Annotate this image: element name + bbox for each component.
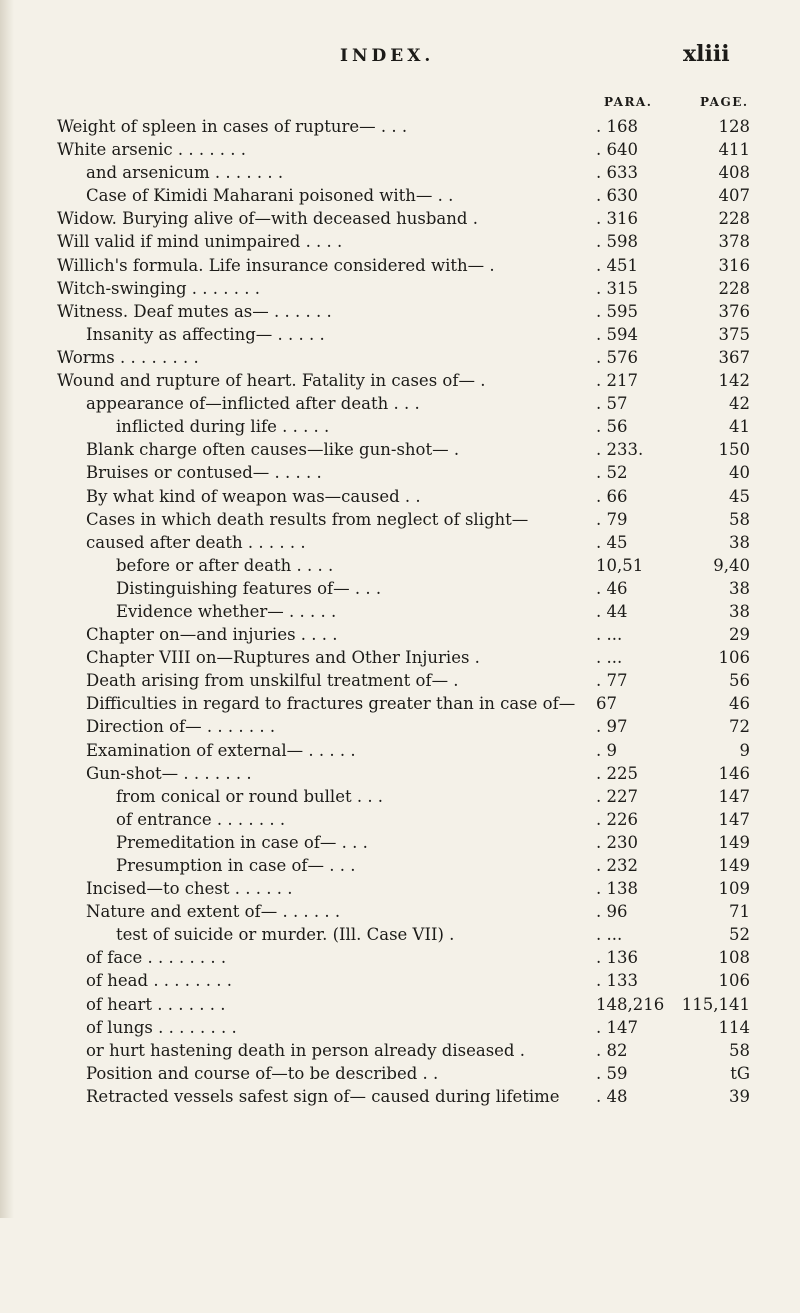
index-entry-para: . 82	[596, 1040, 628, 1060]
index-entry-para: . 640	[596, 140, 638, 160]
index-entry-para: . 9	[596, 740, 617, 760]
index-entry	[0, 577, 800, 600]
index-entry-para: . 48	[596, 1086, 628, 1106]
index-entry-para: . 232	[596, 856, 638, 875]
index-entry	[0, 831, 800, 854]
index-entry-page: 375	[718, 324, 750, 344]
index-entry-para: . ...	[596, 648, 623, 668]
index-entry	[0, 230, 800, 253]
index-entry	[0, 508, 800, 531]
index-entry	[0, 277, 800, 300]
index-entry-text: Will valid if mind unimpaired . . . .	[57, 232, 343, 252]
column-header-page: PAGE.	[700, 95, 749, 109]
index-entry-page: 41	[729, 417, 750, 437]
index-entry-page: 378	[718, 232, 750, 252]
index-entry	[0, 184, 800, 207]
index-entry-text: Willich's formula. Life insurance considered with— .	[57, 255, 495, 275]
index-entry	[0, 138, 800, 161]
index-entry-page: 38	[729, 578, 750, 598]
index-entry-para: . 233.	[596, 440, 644, 460]
index-entry-text: Witness. Deaf mutes as— . . . . . .	[57, 301, 332, 321]
index-entry-para: . 45	[596, 532, 628, 552]
index-entry-text: Widow. Burying alive of—with deceased husband .	[57, 209, 478, 229]
index-entry-page: 40	[729, 463, 750, 483]
running-header-page-number: xliii	[683, 41, 730, 67]
index-entry-para: . 630	[596, 186, 638, 206]
index-entry-page: 147	[718, 809, 750, 829]
index-entry-page: 39	[729, 1086, 750, 1106]
index-entry-page: 115,141	[681, 994, 750, 1014]
index-entry-text: Worms . . . . . . . .	[57, 347, 199, 367]
index-entry	[0, 485, 800, 508]
index-entry-para: . 595	[596, 301, 638, 321]
index-entry-text: Retracted vessels safest sign of— caused during lifetime	[86, 1086, 560, 1106]
index-entry	[0, 323, 800, 346]
index-entry-text: and arsenicum . . . . . . .	[86, 163, 284, 183]
index-entry-page: 150	[718, 440, 750, 460]
index-entry-para: . 96	[596, 902, 628, 922]
index-entry-text: Presumption in case of— . . .	[116, 856, 356, 875]
index-entry-text: Gun-shot— . . . . . . .	[86, 763, 252, 783]
index-entry-para: . 576	[596, 347, 638, 367]
index-entry-para: . 136	[596, 948, 638, 968]
index-entry	[0, 300, 800, 323]
index-entry-para: . 168	[596, 117, 638, 136]
index-entry-text: of heart . . . . . . .	[86, 994, 226, 1014]
index-entry-text: of head . . . . . . . .	[86, 971, 232, 991]
index-entry-para: . 230	[596, 832, 638, 852]
index-entry	[0, 1039, 800, 1062]
index-entry-text: Nature and extent of— . . . . . .	[86, 902, 341, 922]
index-entry	[0, 923, 800, 946]
index-entry	[0, 854, 800, 877]
index-entry-para: . 66	[596, 486, 628, 506]
running-header-title: INDEX.	[340, 46, 435, 66]
index-entry-text: Evidence whether— . . . . .	[116, 601, 337, 621]
index-entry	[0, 808, 800, 831]
index-entry	[0, 692, 800, 715]
index-entry-text: By what kind of weapon was—caused . .	[86, 486, 421, 506]
index-entry	[0, 461, 800, 484]
index-entry-para: . 44	[596, 601, 628, 621]
index-entry	[0, 392, 800, 415]
index-entry	[0, 369, 800, 392]
index-entry	[0, 646, 800, 669]
index-entry-para: . 79	[596, 509, 628, 529]
index-entry-page: 108	[718, 948, 750, 968]
index-entry	[0, 877, 800, 900]
index-entry-page: 228	[718, 209, 750, 229]
index-entry-para: . 594	[596, 324, 638, 344]
index-entry-para: . 217	[596, 371, 638, 391]
index-entry-text: Cases in which death results from neglect of slight—	[86, 509, 529, 529]
index-entry-page: 316	[718, 255, 750, 275]
index-entry-para: . 598	[596, 232, 638, 252]
index-entry-para: . 57	[596, 394, 628, 414]
index-entry-text: appearance of—inflicted after death . . .	[86, 394, 420, 414]
index-entry-text: of entrance . . . . . . .	[116, 809, 286, 829]
index-entry	[0, 531, 800, 554]
index-entry-page: 149	[718, 856, 750, 875]
index-entry-para: . 133	[596, 971, 638, 991]
index-entry-page: 109	[718, 879, 750, 899]
index-entry	[0, 969, 800, 992]
index-entry-page: 149	[718, 832, 750, 852]
index-entry-para: . 315	[596, 278, 638, 298]
index-entry-para: . 97	[596, 717, 628, 737]
index-entry-text: of lungs . . . . . . . .	[86, 1017, 237, 1037]
index-entry	[0, 762, 800, 785]
index-entry	[0, 1085, 800, 1108]
index-entry-para: . 52	[596, 463, 628, 483]
index-entry	[0, 669, 800, 692]
index-entry-text: Bruises or contused— . . . . .	[86, 463, 322, 483]
index-entry-page: 147	[718, 786, 750, 806]
index-entry	[0, 715, 800, 738]
index-entry-para: . 138	[596, 879, 638, 899]
index-entry-para: . 59	[596, 1063, 628, 1083]
index-entry	[0, 993, 800, 1016]
index-entry-page: 58	[729, 509, 750, 529]
index-entry-para: . 227	[596, 786, 638, 806]
index-entry-para: 10,51	[596, 555, 644, 575]
index-entry-para: . ...	[596, 625, 623, 645]
index-entry-page: 42	[729, 394, 750, 414]
index-entry	[0, 600, 800, 623]
index-entry-para: . 147	[596, 1017, 638, 1037]
index-entry-text: Distinguishing features of— . . .	[116, 578, 382, 598]
index-entry-page: 367	[718, 347, 750, 367]
index-entry-text: before or after death . . . .	[116, 555, 334, 575]
index-entry-para: . 77	[596, 671, 628, 691]
index-entry-page: 142	[718, 371, 750, 391]
index-entry-para: . 56	[596, 417, 628, 437]
index-entry-text: Chapter on—and injuries . . . .	[86, 625, 338, 645]
index-entry-page: 9,40	[713, 555, 750, 575]
index-entry-page: 407	[718, 186, 750, 206]
index-entry-text: Chapter VIII on—Ruptures and Other Injuries .	[86, 648, 480, 668]
index-entry-text: Weight of spleen in cases of rupture— . . .	[57, 117, 408, 136]
index-entry-page: 114	[718, 1017, 750, 1037]
index-entry-para: . 226	[596, 809, 638, 829]
index-entry-text: test of suicide or murder. (Ill. Case VII) .	[116, 925, 455, 945]
index-entry-text: Witch-swinging . . . . . . .	[57, 278, 260, 298]
index-entry	[0, 554, 800, 577]
index-entry-text: Examination of external— . . . . .	[86, 740, 356, 760]
index-entry-para: . 46	[596, 578, 628, 598]
index-entry-text: Blank charge often causes—like gun-shot— .	[86, 440, 460, 460]
index-entry	[0, 115, 800, 138]
index-entry-text: Premeditation in case of— . . .	[116, 832, 368, 852]
index-entry-text: Position and course of—to be described . .	[86, 1063, 439, 1083]
index-entry	[0, 785, 800, 808]
index-entry-text: Difficulties in regard to fractures greater than in case of—	[86, 694, 576, 714]
index-entry-page: 408	[718, 163, 750, 183]
index-entry-page: 45	[729, 486, 750, 506]
index-entry	[0, 739, 800, 762]
index-entry-text: White arsenic . . . . . . .	[57, 140, 247, 160]
index-entry	[0, 946, 800, 969]
index-entry-page: 46	[729, 694, 750, 714]
index-entry-text: Death arising from unskilful treatment of— .	[86, 671, 459, 691]
index-entry-page: 38	[729, 601, 750, 621]
index-entry-para: 67	[596, 694, 617, 714]
index-entry-text: of face . . . . . . . .	[86, 948, 227, 968]
index-entry-para: . 633	[596, 163, 638, 183]
index-entry-page: 376	[718, 301, 750, 321]
index-entry-para: 148,216	[596, 994, 665, 1014]
index-entry-page: tG	[730, 1063, 750, 1083]
index-entry-page: 58	[729, 1040, 750, 1060]
index-entry-page: 29	[729, 625, 750, 645]
index-entry	[0, 900, 800, 923]
column-header-para: PARA.	[604, 95, 653, 109]
index-entry-page: 106	[718, 971, 750, 991]
index-entry-text: Incised—to chest . . . . . .	[86, 879, 293, 899]
index-entry-para: . 316	[596, 209, 638, 229]
index-entry	[0, 1016, 800, 1039]
index-entry-page: 56	[729, 671, 750, 691]
index-entry	[0, 438, 800, 461]
index-entry-page: 411	[718, 140, 750, 160]
index-entry	[0, 623, 800, 646]
index-entry-text: Insanity as affecting— . . . . .	[86, 324, 325, 344]
index-entry-text: Case of Kimidi Maharani poisoned with— . .	[86, 186, 454, 206]
index-entry-text: Wound and rupture of heart. Fatality in cases of— .	[57, 371, 486, 391]
index-entry	[0, 346, 800, 369]
index-entry-page: 38	[729, 532, 750, 552]
index-entry	[0, 207, 800, 230]
index-entry-page: 106	[718, 648, 750, 668]
index-entry	[0, 254, 800, 277]
index-entry-page: 52	[729, 925, 750, 945]
index-entry	[0, 161, 800, 184]
index-entry-text: or hurt hastening death in person already diseased .	[86, 1040, 525, 1060]
index-entry-para: . 451	[596, 255, 638, 275]
index-entry	[0, 415, 800, 438]
index-entry-text: caused after death . . . . . .	[86, 532, 306, 552]
index-entry-text: inflicted during life . . . . .	[116, 417, 330, 437]
index-entry-text: Direction of— . . . . . . .	[86, 717, 276, 737]
index-entry-page: 146	[718, 763, 750, 783]
index-entry-para: . ...	[596, 925, 623, 945]
index-entry-page: 72	[729, 717, 750, 737]
index-entry-page: 71	[729, 902, 750, 922]
index-entry-page: 9	[739, 740, 750, 760]
index-entry-para: . 225	[596, 763, 638, 783]
index-entry	[0, 1062, 800, 1085]
index-entry-list	[0, 115, 800, 1108]
index-entry-text: from conical or round bullet . . .	[116, 786, 384, 806]
index-entry-page: 228	[718, 278, 750, 298]
index-entry-page: 128	[718, 117, 750, 136]
